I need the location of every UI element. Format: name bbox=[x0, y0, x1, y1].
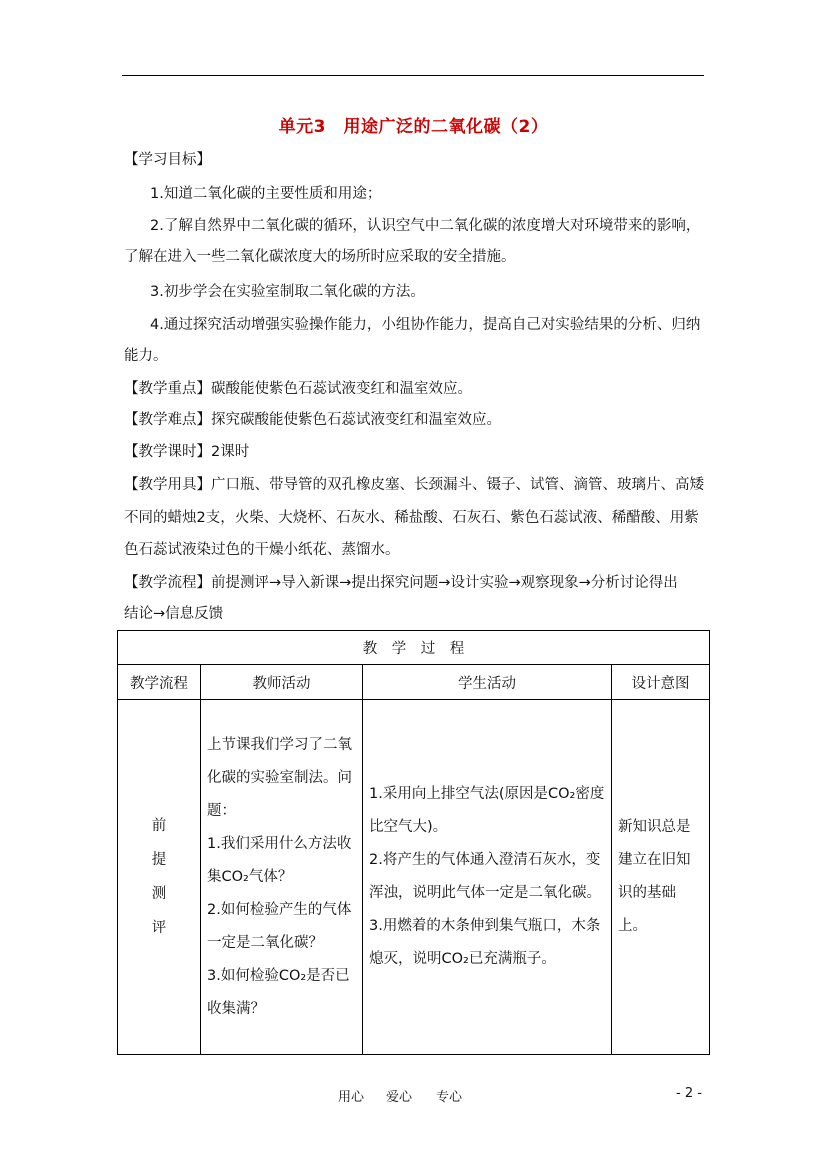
tools-line: 色石蕊试液染过色的干燥小纸花、蒸馏水。 bbox=[124, 542, 400, 558]
key-point: 【教学重点】碳酸能使紫色石蕊试液变红和温室效应。 bbox=[124, 381, 472, 397]
objectives-heading: 【学习目标】 bbox=[124, 152, 211, 168]
tools-line: 【教学用具】广口瓶、带导管的双孔橡皮塞、长颈漏斗、镊子、试管、滴管、玻璃片、高矮 bbox=[124, 477, 704, 493]
objective-item: 4.通过探究活动增强实验操作能力，小组协作能力，提高自己对实验结果的分析、归纳 bbox=[150, 317, 701, 333]
hours: 【教学课时】2课时 bbox=[124, 444, 250, 460]
flow-line: 【教学流程】前提测评→导入新课→提出探究问题→设计实验→观察现象→分析讨论得出 bbox=[124, 575, 678, 591]
stage-cell: 前 提 测 评 bbox=[118, 700, 201, 1055]
table-row bbox=[118, 700, 710, 1055]
flow-line: 结论→信息反馈 bbox=[124, 606, 224, 622]
table-caption: 教 学 过 程 bbox=[118, 631, 710, 665]
difficulty: 【教学难点】探究碳酸能使紫色石蕊试液变红和温室效应。 bbox=[124, 412, 501, 428]
objective-item: 3.初步学会在实验室制取二氧化碳的方法。 bbox=[150, 284, 425, 300]
page-number: - 2 - bbox=[676, 1086, 702, 1101]
tools-line: 不同的蜡烛2支，火柴、大烧杯、石灰水、稀盐酸、石灰石、紫色石蕊试液、稀醋酸、用紫 bbox=[124, 510, 699, 526]
header-student: 学生活动 bbox=[363, 665, 612, 700]
footer-motto-1: 用心 bbox=[338, 1090, 365, 1105]
header-stage: 教学流程 bbox=[118, 665, 201, 700]
process-table bbox=[117, 630, 710, 1055]
header-intent: 设计意图 bbox=[612, 665, 710, 700]
header-rule bbox=[122, 75, 704, 76]
intent-cell: 新知识总是 建立在旧知 识的基础上。 bbox=[612, 700, 710, 1055]
teacher-cell: 上节课我们学习了二氧 化碳的实验室制法。问 题： 1.我们采用什么方法收 集CO₂气体？ 2.如何检验产生的气体 一定是二氧化碳？ 3.如何检验CO₂是否已 收集满？ bbox=[201, 700, 363, 1055]
objective-item: 1.知道二氧化碳的主要性质和用途； bbox=[150, 186, 382, 202]
objective-item: 能力。 bbox=[124, 348, 168, 364]
footer-motto-2: 爱心 bbox=[386, 1090, 413, 1105]
student-cell: 1.采用向上排空气法(原因是CO₂密度 比空气大)。 2.将产生的气体通入澄清石灰水，变 浑浊，说明此气体一定是二氧化碳。 3.用燃着的木条伸到集气瓶口，木条 熄灭，说明CO₂已充满瓶子。 bbox=[363, 700, 612, 1055]
objective-item: 2.了解自然界中二氧化碳的循环，认识空气中二氧化碳的浓度增大对环境带来的影响， bbox=[150, 218, 701, 234]
header-teacher: 教师活动 bbox=[201, 665, 363, 700]
footer-motto-3: 专心 bbox=[436, 1090, 463, 1105]
page-title: 单元3 用途广泛的二氧化碳（2） bbox=[278, 117, 549, 137]
objective-item: 了解在进入一些二氧化碳浓度大的场所时应采取的安全措施。 bbox=[124, 249, 516, 265]
